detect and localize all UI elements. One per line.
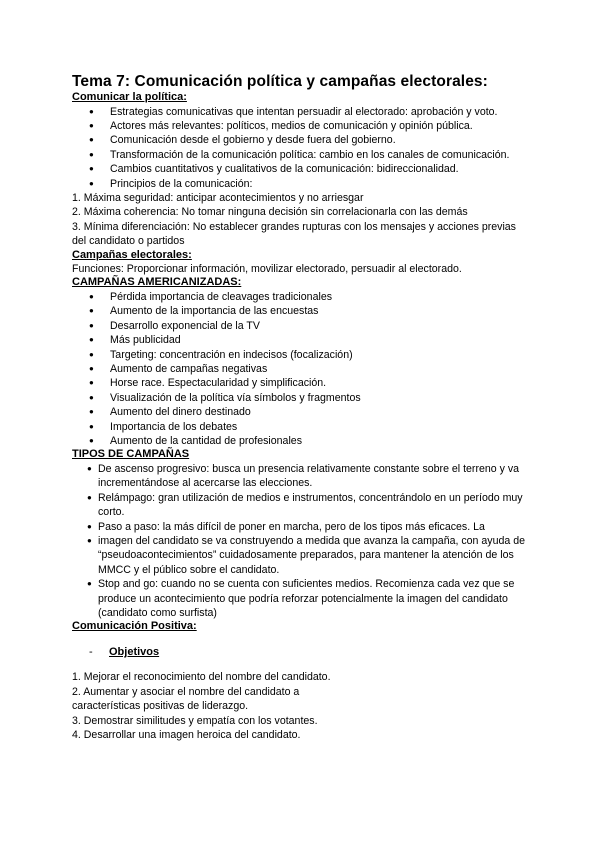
list-item: ● Targeting: concentración en indecisos (focalización) (89, 348, 353, 361)
americanizadas-bullet-list (72, 290, 532, 448)
list-item: ● Importancia de los debates (89, 420, 238, 433)
bullet-icon: ● (89, 164, 94, 174)
bullet-icon: ● (89, 392, 94, 402)
bullet-icon: ● (89, 135, 94, 145)
bullet-icon: ● (87, 463, 92, 473)
bullet-icon: ● (89, 436, 94, 446)
list-item: ● Comunicación desde el gobierno y desde fuera del gobierno. (89, 134, 396, 147)
section-heading-americanizadas: CAMPAÑAS AMERICANIZADAS: (72, 276, 242, 289)
list-item: ● Horse race. Espectacularidad y simplificación. (89, 377, 327, 390)
section-heading-tipos: TIPOS DE CAMPAÑAS (72, 448, 190, 461)
bullet-icon: ● (89, 306, 94, 316)
section-heading-positiva: Comunicación Positiva: (72, 620, 197, 633)
objective-item: características positivas de liderazgo. (72, 700, 249, 713)
principle-item: 2. Máxima coherencia: No tomar ninguna decisión sin correlacionarla con las demás (72, 206, 468, 219)
bullet-icon: ● (89, 335, 94, 345)
bullet-icon: ● (89, 120, 94, 130)
bullet-icon: ● (89, 364, 94, 373)
page-title: Tema 7: Comunicación política y campañas electorales: (72, 73, 488, 90)
list-item: ● Aumento de la importancia de las encuestas (89, 305, 319, 318)
list-item: ● Aumento de la cantidad de profesionales (89, 435, 302, 448)
bullet-icon: ● (87, 521, 92, 531)
objective-item: 4. Desarrollar una imagen heroica del candidato. (72, 728, 301, 741)
bullet-icon: ● (89, 178, 94, 188)
bullet-icon: ● (89, 421, 94, 431)
bullet-icon: ● (89, 320, 94, 330)
section-heading-comunicar: Comunicar la política: (72, 91, 187, 103)
principle-item: 1. Máxima seguridad: anticipar acontecimientos y no arriesgar (72, 191, 364, 204)
principle-item: 3. Mínima diferenciación: No establecer grandes rupturas con los mensajes y acciones previas del candidato o partidos (72, 220, 516, 248)
bullet-icon: ● (89, 106, 94, 116)
list-item: ● imagen del candidato se va construyendo a medida que avanza la campaña, con ayuda de “pseudoacontecimientos” cuidadosamente preparados, para mantener la atención de los MMCC y el público sobre el candidato. (87, 534, 525, 576)
list-item: ● Transformación de la comunicación política: cambio en los canales de comunicación. (89, 148, 510, 161)
funciones-text: Funciones: Proporcionar información, movilizar electorado, persuadir al electorado. (72, 263, 462, 276)
bullet-icon: ● (89, 378, 94, 388)
list-item: ● Paso a paso: la más difícil de poner en marcha, pero de los tipos más eficaces. La (87, 520, 485, 533)
objetivos-subheading (72, 645, 532, 659)
list-item: ● Stop and go: cuando no se cuenta con suficientes medios. Recomienza cada vez que se produce un acontecimiento que podría reforzar potencialmente la imagen del candidato (candidato como surfista) (87, 578, 515, 619)
bullet-icon: ● (87, 492, 92, 502)
list-item: ● Cambios cuantitativos y cualitativos de la comunicación: bidireccionalidad. (89, 163, 459, 176)
list-item: ● Pérdida importancia de cleavages tradicionales (89, 290, 333, 303)
comunicar-bullet-list (72, 105, 532, 191)
list-item: ● Más publicidad (89, 334, 181, 347)
bullet-icon: ● (89, 149, 94, 159)
objective-item: 2. Aumentar y asociar el nombre del candidato a (72, 685, 300, 698)
bullet-icon: ● (87, 579, 92, 589)
objective-item: 1. Mejorar el reconocimiento del nombre del candidato. (72, 671, 331, 684)
list-item: ● Actores más relevantes: políticos, medios de comunicación y opinión pública. (89, 119, 473, 132)
dash-marker: - (89, 645, 93, 658)
bullet-icon: ● (89, 291, 94, 301)
list-item: ● Principios de la comunicación: (89, 177, 253, 190)
list-item: ● Visualización de la política vía símbolos y fragmentos (89, 391, 361, 404)
bullet-icon: ● (89, 407, 94, 417)
document-page (72, 72, 532, 742)
objetivos-label: Objetivos (109, 645, 160, 658)
tipos-bullet-list (72, 462, 532, 620)
list-item: ● Aumento del dinero destinado (89, 406, 251, 419)
section-heading-campanas: Campañas electorales: (72, 248, 192, 261)
list-item: ● Desarrollo exponencial de la TV (89, 319, 260, 332)
bullet-icon: ● (87, 535, 92, 545)
list-item: ● Relámpago: gran utilización de medios e instrumentos, concentrándolo en un período muy corto. (87, 491, 523, 519)
list-item: ● Aumento de campañas negativas (89, 363, 268, 375)
list-item: ● De ascenso progresivo: busca un presencia relativamente constante sobre el terreno y va incrementándose al acercarse las elecciones. (87, 462, 520, 490)
list-item: ● Estrategias comunicativas que intentan persuadir al electorado: aprobación y voto. (89, 105, 498, 118)
objective-item: 3. Demostrar similitudes y empatía con los votantes. (72, 714, 318, 727)
bullet-icon: ● (89, 349, 94, 359)
